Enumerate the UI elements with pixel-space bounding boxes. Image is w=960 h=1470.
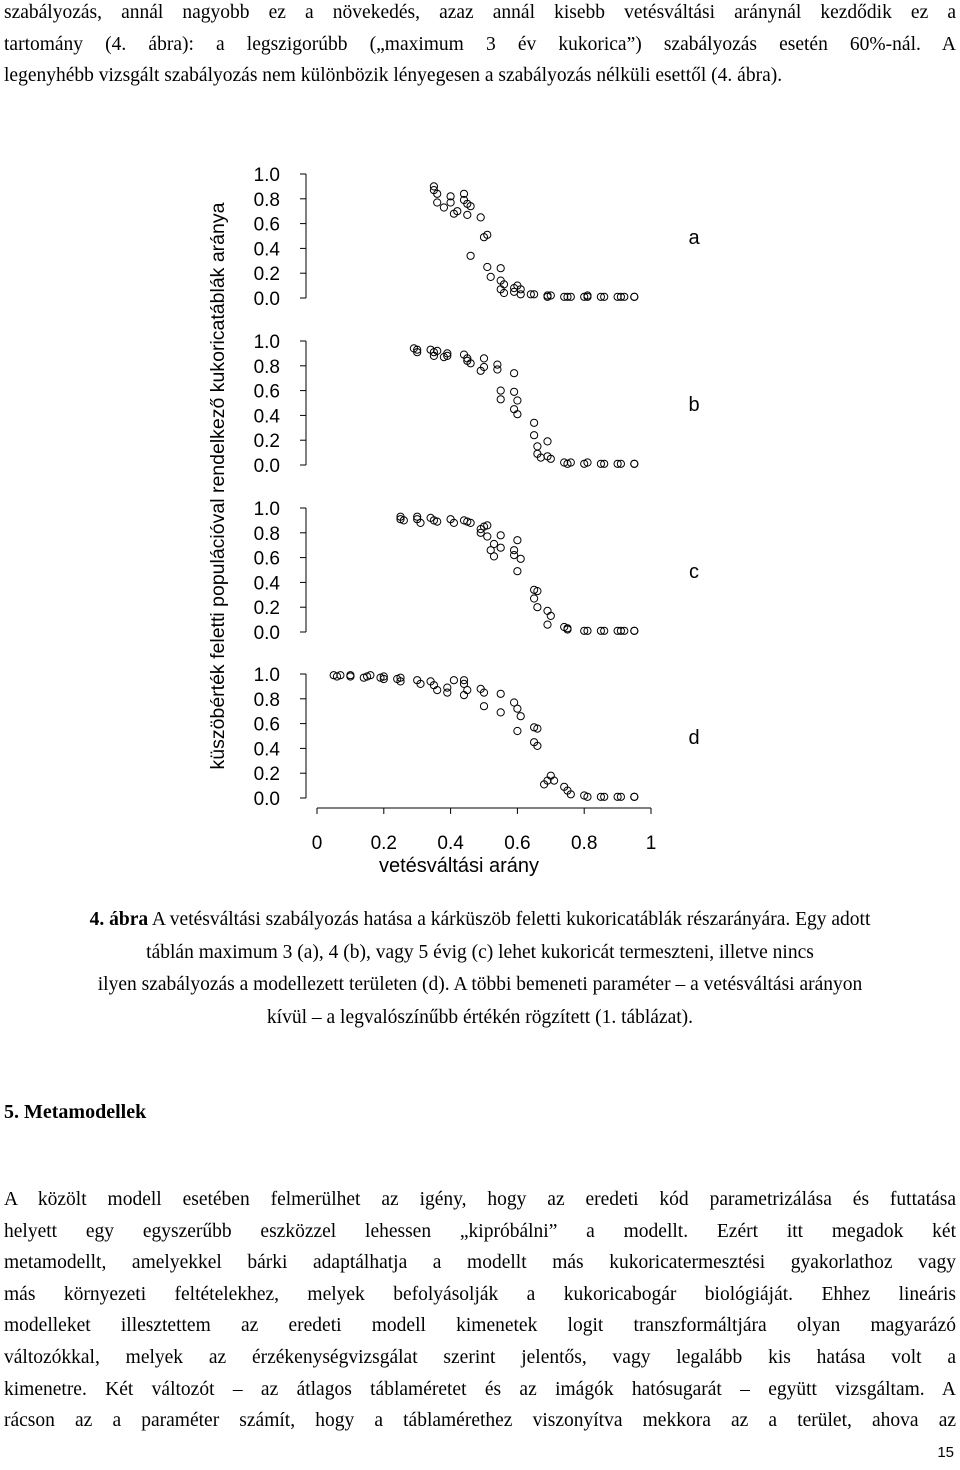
y-tick-label: 0.6 <box>253 381 280 403</box>
y-tick-label: 0.0 <box>253 289 280 310</box>
scatter-panel-b <box>254 332 700 477</box>
scatter-panel-c <box>254 499 699 644</box>
y-tick-label: 1.0 <box>253 165 280 186</box>
data-point <box>631 293 638 300</box>
y-tick-label: 0.0 <box>253 456 280 477</box>
data-point <box>631 460 638 467</box>
y-tick-label: 0.4 <box>253 406 280 428</box>
data-point <box>531 595 538 602</box>
data-point <box>547 612 554 619</box>
data-point <box>464 687 471 694</box>
data-point <box>444 689 451 696</box>
caption-line: kívül – a legvalószínűbb értékén rögzített (1. táblázat). <box>266 1006 694 1028</box>
y-tick-label: 0.6 <box>253 214 280 236</box>
y-tick-label: 0.4 <box>253 239 280 261</box>
y-tick-label: 1.0 <box>253 665 280 686</box>
y-tick-label: 0.6 <box>253 714 280 736</box>
data-point <box>517 713 524 720</box>
x-axis <box>312 808 657 854</box>
text-line: tartomány (4. ábra): a legszigorúbb („maximum 3 év kukorica”) szabályozás esetén 60%-nál. A <box>4 33 956 55</box>
data-point <box>497 396 504 403</box>
data-point <box>497 709 504 716</box>
data-point <box>531 419 538 426</box>
data-point <box>514 411 521 418</box>
x-tick-label: 0.6 <box>504 833 531 854</box>
y-tick-label: 0.6 <box>253 548 280 570</box>
data-point <box>490 540 497 547</box>
caption-text: A vetésváltási szabályozás hatása a kárküszöb feletti kukoricatáblák részarányára. Egy adott <box>148 909 871 930</box>
text-line: legenyhébb vizsgált szabályozás nem különbözik lényegesen a szabályozás nélküli esettől (4. ábra). <box>4 65 783 87</box>
data-point <box>514 568 521 575</box>
y-tick-label: 0.8 <box>253 523 280 545</box>
data-point <box>497 690 504 697</box>
data-point <box>484 533 491 540</box>
y-tick-label: 0.0 <box>253 789 280 810</box>
data-point <box>510 388 517 395</box>
data-point <box>440 204 447 211</box>
panel-label: a <box>688 227 700 249</box>
text-line: metamodellt, amelyekkel bárki adaptálhatja a modellt más kukoricatermesztési gyakorlathoz vagy <box>4 1252 956 1274</box>
scatter-panel-d <box>254 665 700 810</box>
data-point <box>531 432 538 439</box>
y-tick-label: 0.4 <box>253 739 280 761</box>
y-tick-label: 1.0 <box>253 332 280 353</box>
data-point <box>544 621 551 628</box>
y-tick-label: 1.0 <box>253 499 280 520</box>
data-point <box>497 265 504 272</box>
caption-line: ilyen szabályozás a modellezett területen (d). A többi bemeneti paraméter – a vetésváltási arányon <box>97 974 863 995</box>
data-point <box>544 438 551 445</box>
caption-line: táblán maximum 3 (a), 4 (b), vagy 5 évig (c) lehet kukoricát termeszteni, illetve nincs <box>146 941 814 963</box>
data-point <box>510 406 517 413</box>
section-paragraph <box>4 1184 956 1437</box>
page-number: 15 <box>937 1444 954 1461</box>
data-point <box>514 705 521 712</box>
data-point <box>534 443 541 450</box>
y-tick-label: 0.2 <box>253 431 280 453</box>
x-axis-label: vetésváltási arány <box>378 855 540 877</box>
data-point <box>494 366 501 373</box>
data-point <box>460 692 467 699</box>
section-heading: 5. Metamodellek <box>4 1101 147 1123</box>
data-point <box>477 214 484 221</box>
x-tick-label: 0 <box>311 833 323 854</box>
y-tick-label: 0.4 <box>253 573 280 595</box>
x-tick-label: 0.2 <box>370 833 398 854</box>
y-tick-label: 0.8 <box>253 356 280 378</box>
data-point <box>631 793 638 800</box>
text-line: A közölt modell esetében felmerülhet az igény, hogy az eredeti kód parametrizálása és futtatása <box>4 1189 956 1210</box>
y-tick-label: 0.8 <box>253 689 280 711</box>
text-line: szabályozás, annál nagyobb ez a növekedés, azaz annál kisebb vetésváltási aránynál kezdődik ez a <box>4 2 956 23</box>
x-tick-label: 1 <box>645 833 657 854</box>
data-point <box>517 291 524 298</box>
panel-label: b <box>688 394 700 416</box>
data-point <box>464 211 471 218</box>
y-tick-label: 0.8 <box>253 189 280 211</box>
data-point <box>517 555 524 562</box>
data-point <box>510 552 517 559</box>
panel-label: d <box>688 727 700 749</box>
panel-label: c <box>689 561 699 583</box>
data-point <box>434 199 441 206</box>
y-tick-label: 0.2 <box>253 764 280 786</box>
data-point <box>480 355 487 362</box>
figure-scatter-panels <box>0 150 960 885</box>
text-line: más környezeti feltételekhez, melyek befolyásolják a kukoricabogár biológiáját. Ehhez lineáris <box>4 1283 956 1305</box>
y-axis-label: küszöbérték feletti populációval rendelkező kukoricatáblák aránya <box>207 202 229 770</box>
data-point <box>631 627 638 634</box>
data-point <box>487 273 494 280</box>
figure-caption <box>0 904 960 1034</box>
intro-paragraph <box>4 0 956 92</box>
y-tick-label: 0.0 <box>253 623 280 644</box>
x-tick-label: 0.8 <box>570 833 598 854</box>
data-point <box>490 553 497 560</box>
data-point <box>480 703 487 710</box>
caption-label: 4. ábra <box>89 909 149 930</box>
data-point <box>467 252 474 259</box>
data-point <box>510 370 517 377</box>
x-tick-label: 0.4 <box>437 833 464 854</box>
text-line: rácson az a paraméter számít, hogy a táblamérethez viszonyítva mekkora az a terület, ahova az <box>4 1410 956 1432</box>
text-line: modelleket illesztettem az eredeti modell kimenetek logit transzformáltjára olyan magyarázó <box>4 1315 956 1337</box>
text-line: kimenetre. Két változót – az átlagos táblaméretet és az imágók hatósugarát – együtt vizsgáltam. A <box>4 1378 956 1400</box>
text-line: változókkal, melyek az érzékenységvizsgálat szerint jelentős, vagy legalább kis hatása volt a <box>4 1346 956 1368</box>
data-point <box>544 607 551 614</box>
data-point <box>497 532 504 539</box>
scatter-panel-a <box>254 165 701 310</box>
data-point <box>534 604 541 611</box>
text-line: helyett egy egyszerűbb eszközzel lehessen „kipróbálni” a modellt. Ezért itt megadok két <box>4 1220 956 1242</box>
data-point <box>450 677 457 684</box>
data-point <box>514 537 521 544</box>
data-point <box>484 263 491 270</box>
data-point <box>514 727 521 734</box>
data-point <box>497 387 504 394</box>
data-point <box>497 544 504 551</box>
data-point <box>514 397 521 404</box>
y-tick-label: 0.2 <box>253 598 280 620</box>
y-tick-label: 0.2 <box>253 264 280 286</box>
